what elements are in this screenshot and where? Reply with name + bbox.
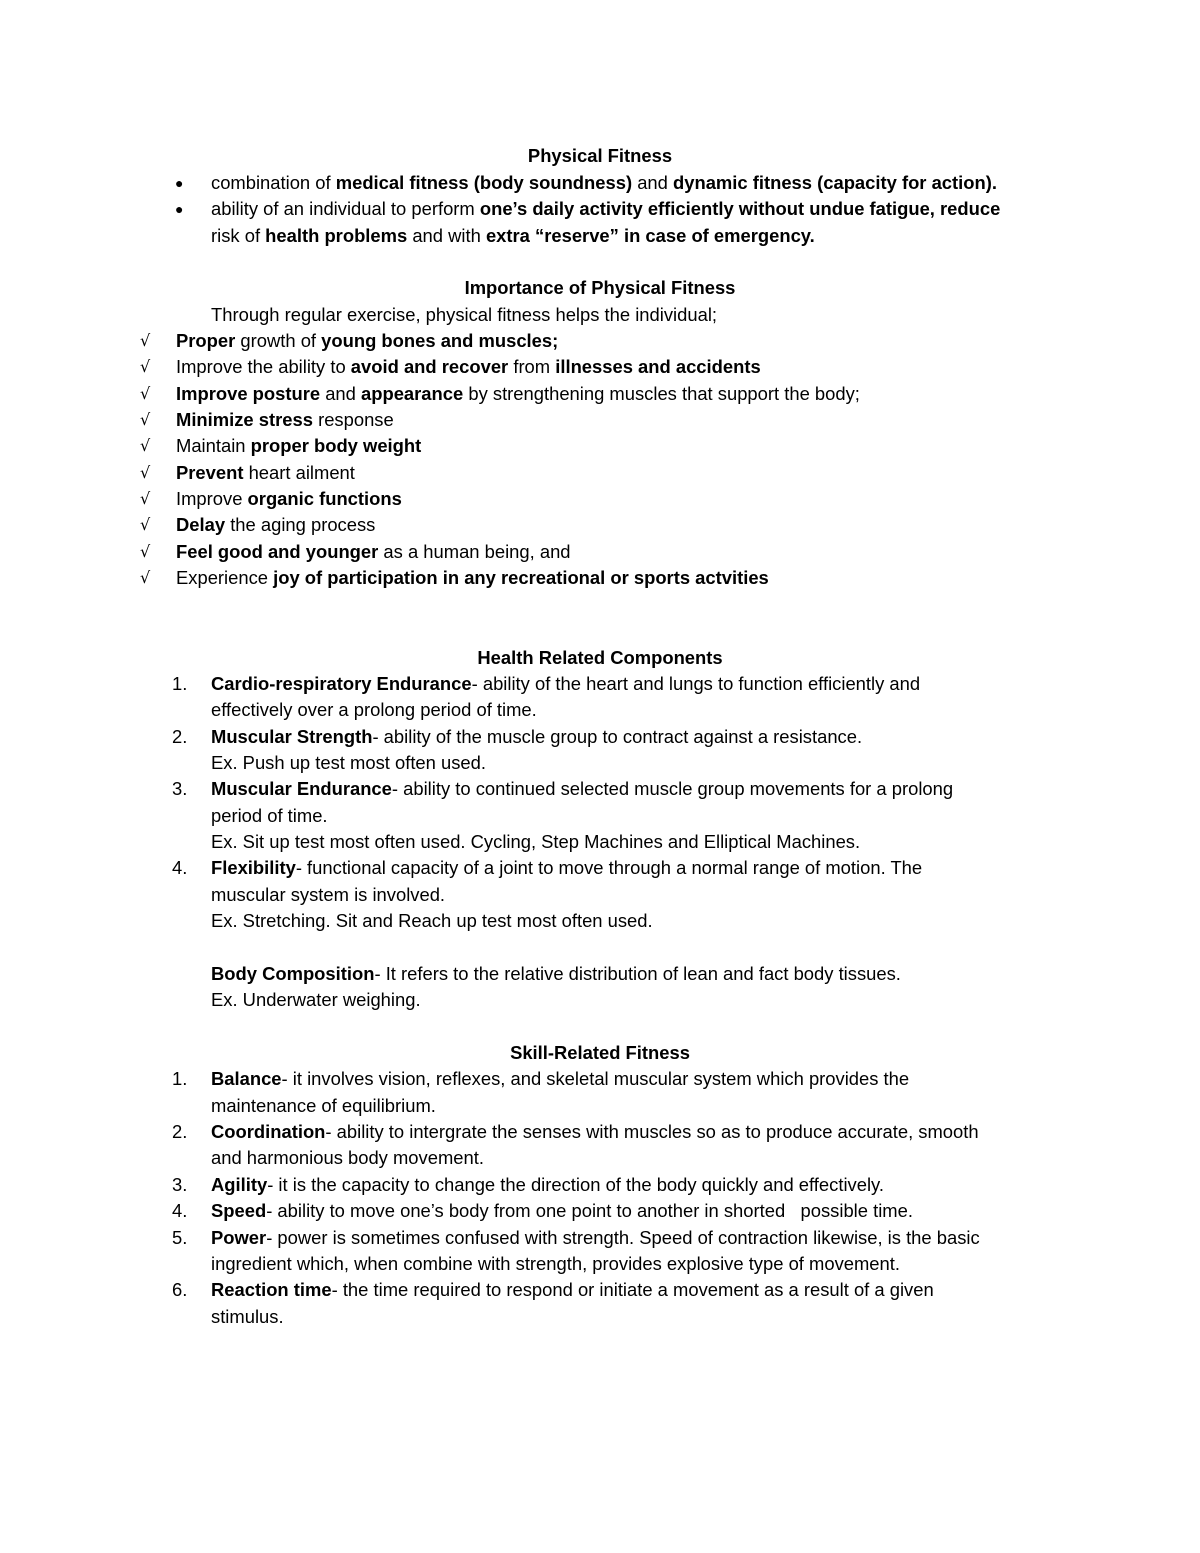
list-number: 2. [172, 726, 188, 747]
importance-item: Improve organic functions [176, 488, 402, 509]
health-item: Muscular Endurance- ability to continued selected muscle group movements for a prolong [211, 778, 954, 799]
health-item: Muscular Strength- ability of the muscle group to contract against a resistance. [211, 726, 863, 747]
skill-item: Reaction time- the time required to respond or initiate a movement as a result of a given [211, 1279, 934, 1300]
list-number: 3. [172, 778, 188, 799]
skill-item-continuation: stimulus. [211, 1306, 284, 1327]
skill-item-continuation: ingredient which, when combine with strength, provides explosive type of movement. [211, 1253, 900, 1274]
bullet-icon: ● [175, 175, 184, 191]
list-number: 5. [172, 1227, 188, 1248]
checkmark-icon: √ [140, 436, 151, 455]
importance-item: Maintain proper body weight [176, 435, 422, 456]
importance-item: Improve the ability to avoid and recover from illnesses and accidents [176, 356, 761, 377]
list-number: 4. [172, 857, 188, 878]
skill-item: Coordination- ability to intergrate the senses with muscles so as to produce accurate, smooth [211, 1121, 979, 1142]
importance-item: Experience joy of participation in any recreational or sports actvities [176, 567, 769, 588]
importance-item: Feel good and younger as a human being, and [176, 541, 571, 562]
definition-line: ability of an individual to perform one’s daily activity efficiently without undue fatigue, reduce [211, 198, 1001, 219]
health-item-continuation: period of time. [211, 805, 328, 826]
health-item-continuation: effectively over a prolong period of time. [211, 699, 537, 720]
page-title: Physical Fitness [527, 145, 673, 166]
importance-item: Minimize stress response [176, 409, 394, 430]
checkmark-icon: √ [140, 384, 151, 403]
importance-item: Proper growth of young bones and muscles; [176, 330, 559, 351]
skill-item: Speed- ability to move one’s body from one point to another in shorted possible time. [211, 1200, 913, 1221]
list-number: 6. [172, 1279, 188, 1300]
checkmark-icon: √ [140, 463, 151, 482]
body-composition-example: Ex. Underwater weighing. [211, 989, 421, 1010]
importance-item: Improve posture and appearance by strengthening muscles that support the body; [176, 383, 860, 404]
section-heading-health: Health Related Components [477, 647, 723, 668]
list-number: 1. [172, 673, 188, 694]
bullet-icon: ● [175, 201, 184, 217]
health-item-example: Ex. Push up test most often used. [211, 752, 486, 773]
health-item: Cardio-respiratory Endurance- ability of the heart and lungs to function efficiently and [211, 673, 921, 694]
checkmark-icon: √ [140, 542, 151, 561]
skill-item-continuation: maintenance of equilibrium. [211, 1095, 436, 1116]
skill-item: Agility- it is the capacity to change the direction of the body quickly and effectively. [211, 1174, 884, 1195]
list-number: 3. [172, 1174, 188, 1195]
section-heading-skill: Skill-Related Fitness [510, 1042, 690, 1063]
health-item-example: Ex. Sit up test most often used. Cycling, Step Machines and Elliptical Machines. [211, 831, 861, 852]
section-heading-importance: Importance of Physical Fitness [464, 277, 736, 298]
checkmark-icon: √ [140, 357, 151, 376]
importance-intro: Through regular exercise, physical fitness helps the individual; [211, 304, 718, 325]
list-number: 2. [172, 1121, 188, 1142]
health-item-continuation: muscular system is involved. [211, 884, 446, 905]
checkmark-icon: √ [140, 568, 151, 587]
checkmark-icon: √ [140, 331, 151, 350]
list-number: 4. [172, 1200, 188, 1221]
checkmark-icon: √ [140, 410, 151, 429]
skill-item: Balance- it involves vision, reflexes, and skeletal muscular system which provides the [211, 1068, 910, 1089]
importance-item: Delay the aging process [176, 514, 376, 535]
importance-item: Prevent heart ailment [176, 462, 355, 483]
definition-line: combination of medical fitness (body soundness) and dynamic fitness (capacity for action). [211, 172, 997, 193]
definition-line: risk of health problems and with extra “reserve” in case of emergency. [211, 225, 815, 246]
checkmark-icon: √ [140, 515, 151, 534]
checkmark-icon: √ [140, 489, 151, 508]
health-item: Flexibility- functional capacity of a joint to move through a normal range of motion. The [211, 857, 923, 878]
body-composition: Body Composition- It refers to the relative distribution of lean and fact body tissues. [211, 963, 901, 984]
skill-item-continuation: and harmonious body movement. [211, 1147, 484, 1168]
health-item-example: Ex. Stretching. Sit and Reach up test most often used. [211, 910, 653, 931]
skill-item: Power- power is sometimes confused with strength. Speed of contraction likewise, is the basic [211, 1227, 980, 1248]
list-number: 1. [172, 1068, 188, 1089]
